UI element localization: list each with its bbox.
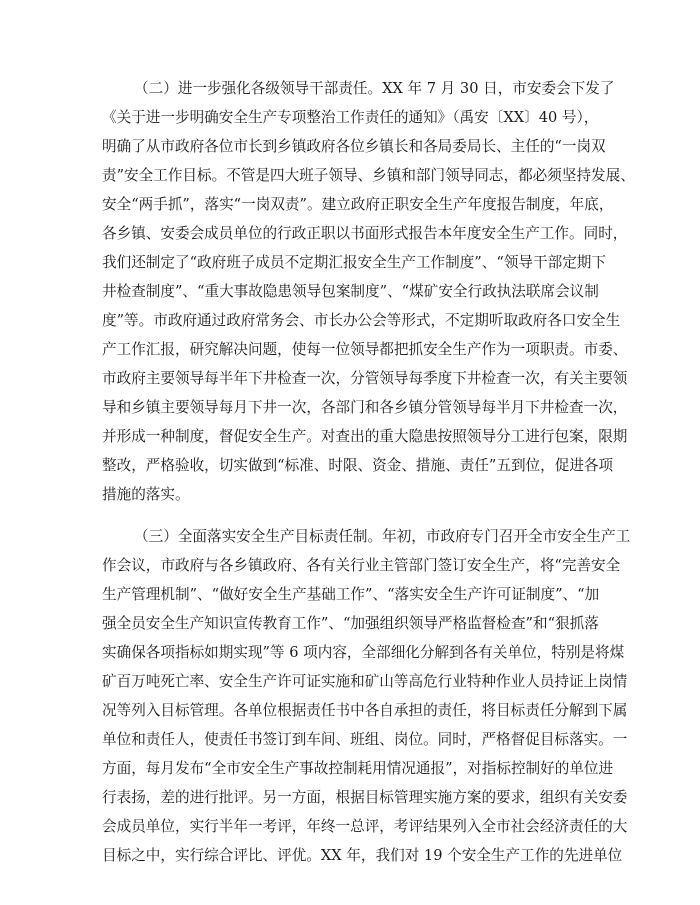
- text-line: 生产管理机制”、“做好安全生产基础工作”、“落实安全生产许可证制度”、“加: [102, 586, 600, 603]
- text-line: 我们还制定了“政府班子成员不定期汇报安全生产工作制度”、“领导干部定期下: [102, 254, 606, 271]
- text-line: 单位和责任人，使责任书签订到车间、班组、岗位。同时，严格督促目标落实。一: [102, 731, 628, 748]
- text-line: 《关于进一步明确安全生产专项整治工作责任的通知》（禹安〔XX〕40 号），: [102, 109, 599, 126]
- text-line: 会成员单位，实行半年一考评，年终一总评，考评结果列入全市社会经济责任的大: [102, 818, 628, 835]
- text-line: 并形成一种制度，督促安全生产。对查出的重大隐患按照领导分工进行包案，限期: [102, 428, 628, 445]
- text-line: 目标之中，实行综合评比、评优。XX 年，我们对 19 个安全生产工作的先进单位: [102, 847, 623, 864]
- text-line: 强全员安全生产知识宣传教育工作”、“加强组织领导严格监督检查”和“狠抓落: [102, 615, 599, 632]
- text-line: 矿百万吨死亡率、安全生产许可证实施和矿山等高危行业特种作业人员持证上岗情: [102, 673, 628, 690]
- text-line: 安全“两手抓”，落实“一岗双责”。建立政府正职安全生产年度报告制度，年底，: [102, 196, 614, 213]
- text-line: 井检查制度”、“重大事故隐患领导包案制度”、“煤矿安全行政执法联席会议制: [102, 283, 599, 300]
- text-line: 措施的落实。: [102, 486, 190, 503]
- text-line: （二）进一步强化各级领导干部责任。XX 年 7 月 30 日，市安委会下发了: [134, 80, 615, 97]
- text-line: 导和乡镇主要领导每月下井一次，各部门和各乡镇分管领导每半月下井检查一次，: [102, 399, 628, 416]
- text-line: 整改，严格验收，切实做到“标准、时限、资金、措施、责任”五到位，促进各项: [102, 457, 614, 474]
- text-line: 行表扬，差的进行批评。另一方面，根据目标管理实施方案的要求，组织有关安委: [102, 789, 628, 806]
- text-line: 市政府主要领导每半年下井检查一次，分管领导每季度下井检查一次，有关主要领: [102, 370, 628, 387]
- text-line: 况等列入目标管理。各单位根据责任书中各自承担的责任，将目标责任分解到下属: [102, 702, 628, 719]
- text-line: 责”安全工作目标。不管是四大班子领导、乡镇和部门领导同志，都必须坚持发展、: [102, 167, 635, 184]
- text-line: 度”等。市政府通过政府常务会、市长办公会等形式，不定期听取政府各口安全生: [102, 312, 621, 329]
- text-line: 各乡镇、安委会成员单位的行政正职以书面形式报告本年度安全生产工作。同时，: [102, 225, 628, 242]
- text-line: （三）全面落实安全生产目标责任制。年初，市政府专门召开全市安全生产工: [134, 528, 631, 545]
- text-line: 作会议，市政府与各乡镇政府、各有关行业主管部门签订安全生产，将“完善安全: [102, 557, 621, 574]
- text-line: 实确保各项指标如期实现”等 6 项内容，全部细化分解到各有关单位，特别是将煤: [102, 644, 625, 661]
- text-line: 方面，每月发布“全市安全生产事故控制耗用情况通报”，对指标控制好的单位进: [102, 760, 614, 777]
- text-line: 明确了从市政府各位市长到乡镇政府各位乡镇长和各局委局长、主任的“一岗双: [102, 138, 606, 155]
- text-line: 产工作汇报，研究解决问题，使每一位领导都把抓安全生产作为一项职责。市委、: [102, 341, 628, 358]
